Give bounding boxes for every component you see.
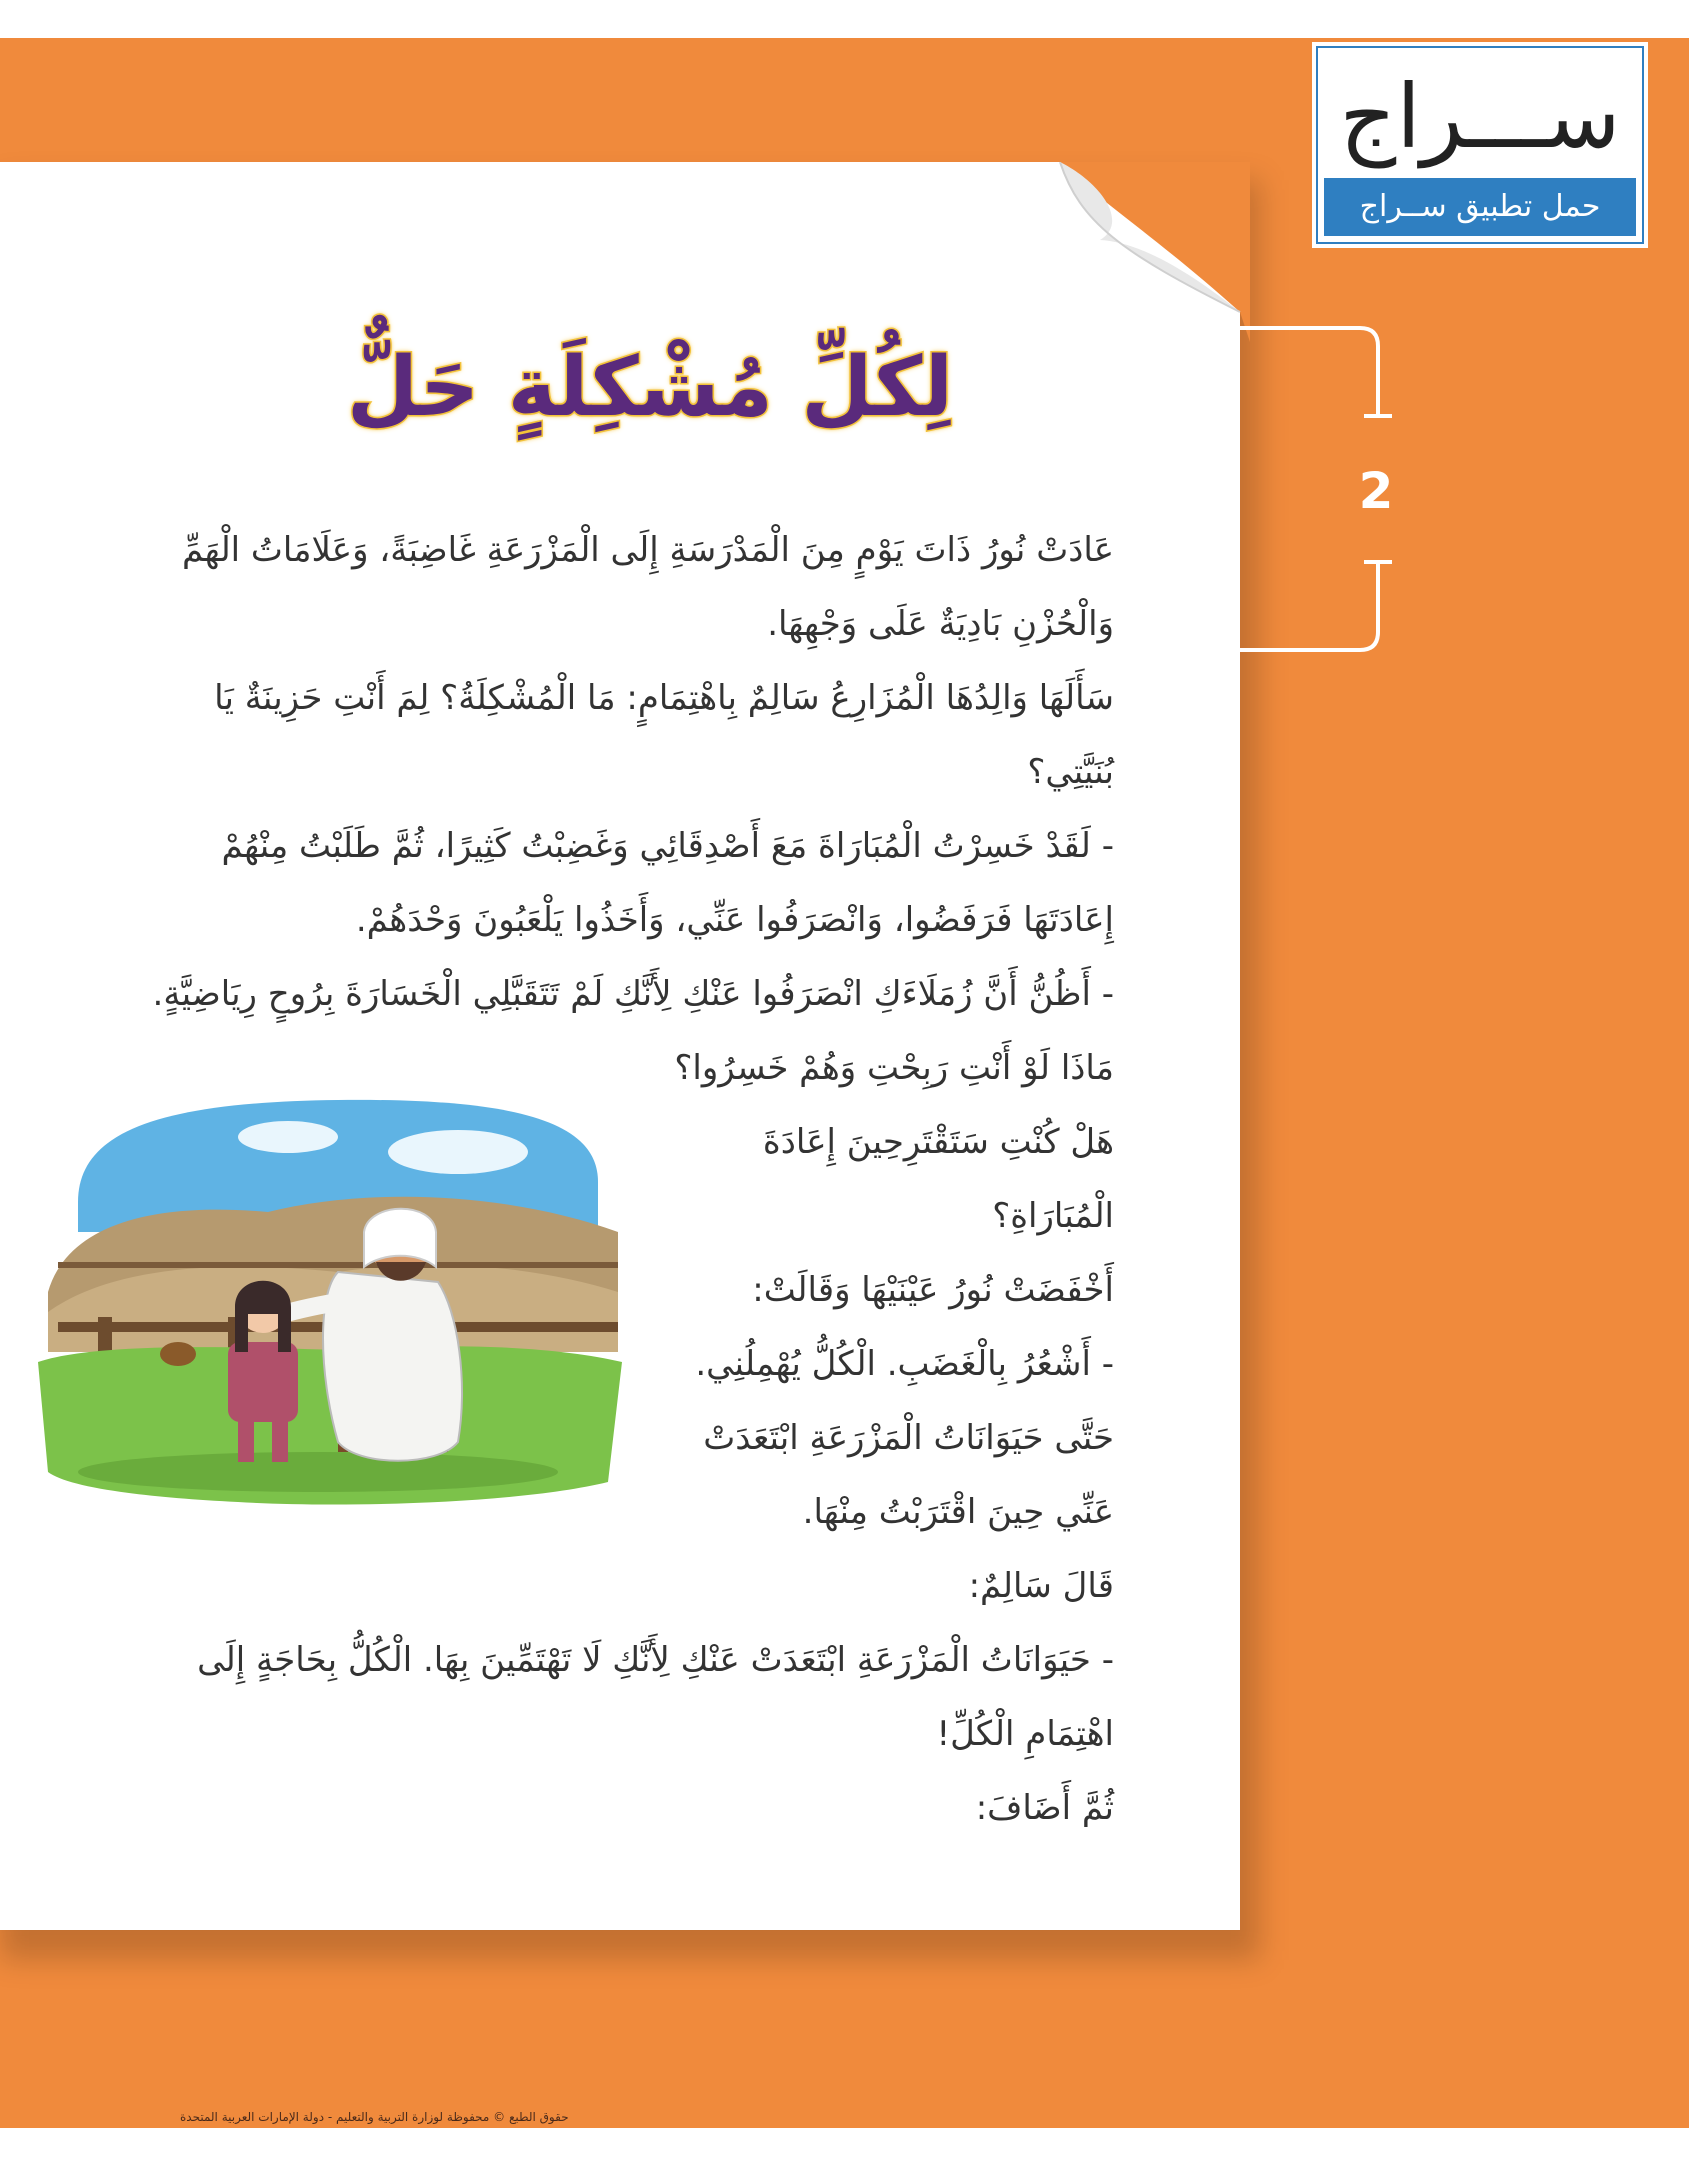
story-line: أَخْفَضَتْ نُورُ عَيْنَيْهَا وَقَالَتْ: (752, 1270, 1114, 1310)
copyright-footer: حقوق الطبع © محفوظة لوزارة التربية والتعليم - دولة الإمارات العربية المتحدة (180, 2110, 569, 2124)
story-line: سَأَلَهَا وَالِدُهَا الْمُزَارِعُ سَالِمٌ بِاهْتِمَامٍ: مَا الْمُشْكِلَةُ؟ لِمَ أَنْتِ حَزِينَةٌ يَا (214, 678, 1114, 718)
logo-wordmark: ســـراج (1339, 65, 1621, 168)
father-daughter-illustration (38, 1092, 622, 1508)
story-line: عَادَتْ نُورُ ذَاتَ يَوْمٍ مِنَ الْمَدْرَسَةِ إِلَى الْمَزْرَعَةِ غَاضِبَةً، وَعَلَامَاتُ الْهَمِّ (182, 530, 1114, 570)
story-line: هَلْ كُنْتِ سَتَقْتَرِحِينَ إِعَادَةَ (762, 1122, 1114, 1162)
page-curl-decoration (1040, 162, 1250, 342)
story-line: - لَقَدْ خَسِرْتُ الْمُبَارَاةَ مَعَ أَصْدِقَائِي وَغَضِبْتُ كَثِيرًا، ثُمَّ طَلَبْتُ مِنْهُمْ (221, 826, 1114, 866)
page-number: 2 (1358, 462, 1394, 520)
story-line: بُنَيَّتِي؟ (1027, 752, 1114, 792)
story-line: عَنِّي حِينَ اقْتَرَبْتُ مِنْهَا. (802, 1492, 1114, 1532)
siraj-logo[interactable] (1312, 42, 1648, 248)
story-line: الْمُبَارَاةِ؟ (992, 1196, 1114, 1236)
story-line: ثُمَّ أَضَافَ: (975, 1788, 1114, 1828)
story-line: - حَيَوَانَاتُ الْمَزْرَعَةِ ابْتَعَدَتْ عَنْكِ لِأَنَّكِ لَا تَهْتَمِّينَ بِهَا. الْكُلُّ بِحَاجَةٍ إِلَى (197, 1640, 1114, 1680)
logo-tagline: حمل تطبيق ســراج (1324, 178, 1636, 236)
story-line: اهْتِمَامِ الْكُلِّ! (936, 1714, 1114, 1754)
story-line: - أَشْعُرُ بِالْغَضَبِ. الْكُلُّ يُهْمِلُنِي. (695, 1344, 1114, 1384)
story-line: - أَظُنُّ أَنَّ زُمَلَاءَكِ انْصَرَفُوا عَنْكِ لِأَنَّكِ لَمْ تَتَقَبَّلِي الْخَسَارَةَ بِرُوحٍ رِيَاضِيَّةٍ. (152, 974, 1114, 1014)
story-line: حَتَّى حَيَوَانَاتُ الْمَزْرَعَةِ ابْتَعَدَتْ (703, 1418, 1114, 1458)
story-line: وَالْحُزْنِ بَادِيَةٌ عَلَى وَجْهِهَا. (767, 604, 1114, 644)
story-line: مَاذَا لَوْ أَنْتِ رَبِحْتِ وَهُمْ خَسِرُوا؟ (674, 1048, 1114, 1088)
story-line: إِعَادَتَهَا فَرَفَضُوا، وَانْصَرَفُوا عَنِّي، وَأَخَذُوا يَلْعَبُونَ وَحْدَهُمْ. (355, 900, 1114, 940)
story-line: قَالَ سَالِمٌ: (968, 1566, 1114, 1606)
story-title: لِكُلِّ مُشْكِلَةٍ حَلٌّ (346, 340, 954, 435)
